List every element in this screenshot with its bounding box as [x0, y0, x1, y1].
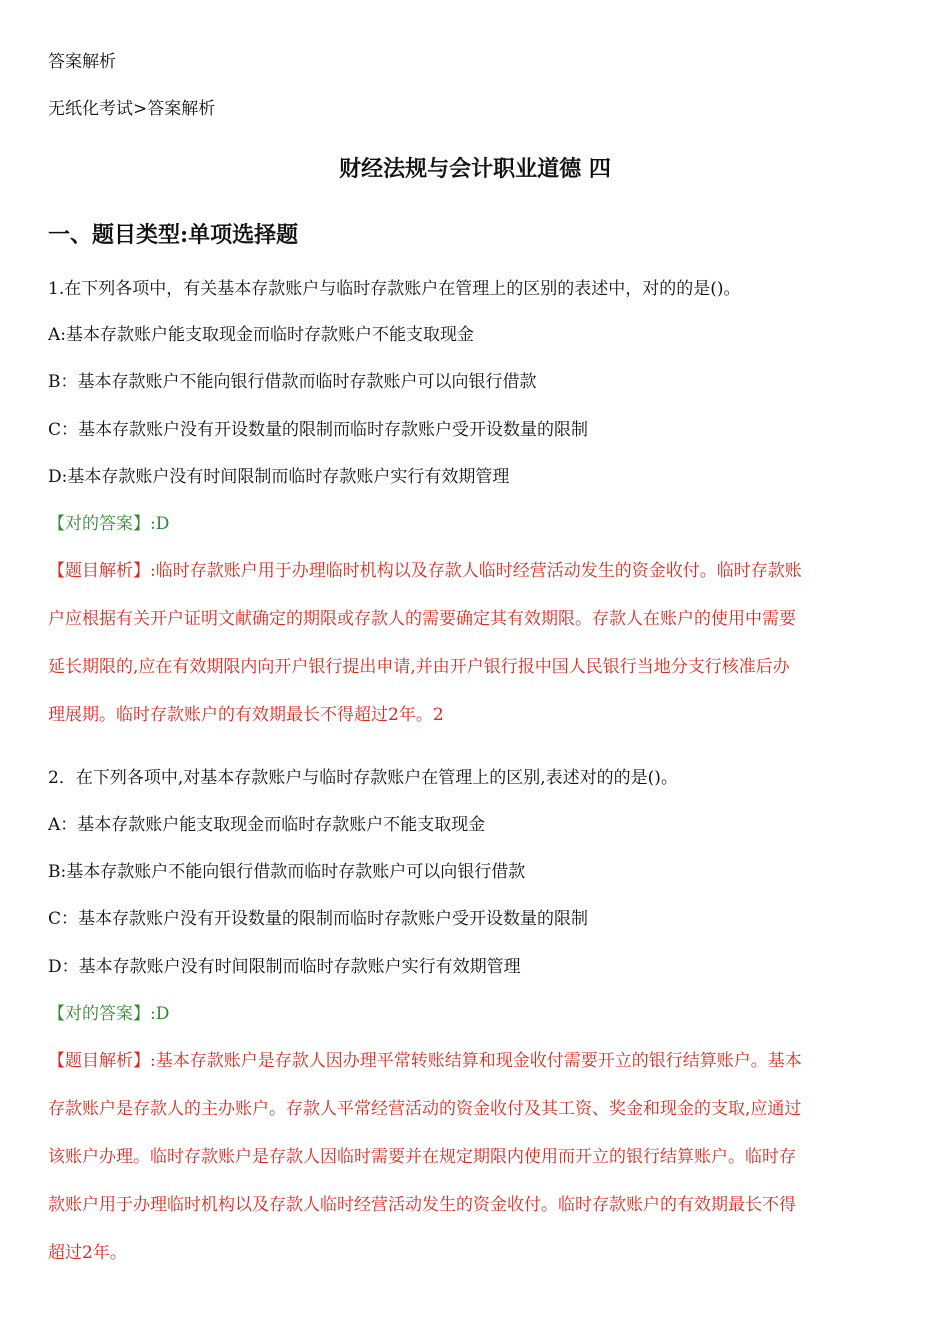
- analysis-line: 理展期。临时存款账户的有效期最长不得超过2年。2: [48, 705, 444, 725]
- question-1-analysis: [48, 559, 908, 751]
- analysis-line: 超过2年。: [48, 1243, 127, 1263]
- breadcrumb: 无纸化考试>答案解析: [48, 99, 216, 119]
- analysis-line: 【题目解析】:基本存款账户是存款人因办理平常转账结算和现金收付需要开立的银行结算账户。基本: [48, 1051, 802, 1071]
- question-1-option-b: B：基本存款账户不能向银行借款而临时存款账户可以向银行借款: [48, 372, 537, 392]
- question-1-stem: 1.在下列各项中，有关基本存款账户与临时存款账户在管理上的区别的表述中，对的的是()。: [48, 279, 741, 299]
- question-1-option-a: A:基本存款账户能支取现金而临时存款账户不能支取现金: [48, 325, 475, 345]
- analysis-line: 存款账户是存款人的主办账户。存款人平常经营活动的资金收付及其工资、奖金和现金的支取,应通过: [48, 1099, 802, 1119]
- question-1-option-c: C：基本存款账户没有开设数量的限制而临时存款账户受开设数量的限制: [48, 420, 589, 440]
- analysis-line: 该账户办理。临时存款账户是存款人因临时需要并在规定期限内使用而开立的银行结算账户。临时存: [48, 1147, 796, 1167]
- document-title: 财经法规与会计职业道德 四: [339, 156, 611, 182]
- analysis-line: 款账户用于办理临时机构以及存款人临时经营活动发生的资金收付。临时存款账户的有效期最长不得: [48, 1195, 796, 1215]
- question-2-option-b: B:基本存款账户不能向银行借款而临时存款账户可以向银行借款: [48, 862, 526, 882]
- section-heading: 一、题目类型:单项选择题: [48, 222, 299, 248]
- question-2-option-c: C：基本存款账户没有开设数量的限制而临时存款账户受开设数量的限制: [48, 909, 589, 929]
- question-1-option-d: D:基本存款账户没有时间限制而临时存款账户实行有效期管理: [48, 467, 510, 487]
- question-2-answer: 【对的答案】:D: [48, 1004, 170, 1024]
- analysis-line: 延长期限的,应在有效期限内向开户银行提出申请,并由开户银行报中国人民银行当地分支行核准后办: [48, 657, 790, 677]
- header-line-1: 答案解析: [48, 52, 116, 72]
- question-2-option-a: A：基本存款账户能支取现金而临时存款账户不能支取现金: [48, 815, 486, 835]
- question-2-stem: 2．在下列各项中,对基本存款账户与临时存款账户在管理上的区别,表述对的的是()。: [48, 768, 678, 788]
- question-1-answer: 【对的答案】:D: [48, 514, 170, 534]
- question-2-option-d: D：基本存款账户没有时间限制而临时存款账户实行有效期管理: [48, 957, 521, 977]
- question-2-analysis: [48, 1049, 908, 1289]
- analysis-line: 户应根据有关开户证明文献确定的期限或存款人的需要确定其有效期限。存款人在账户的使用中需要: [48, 609, 796, 629]
- analysis-line: 【题目解析】:临时存款账户用于办理临时机构以及存款人临时经营活动发生的资金收付。临时存款账: [48, 561, 802, 581]
